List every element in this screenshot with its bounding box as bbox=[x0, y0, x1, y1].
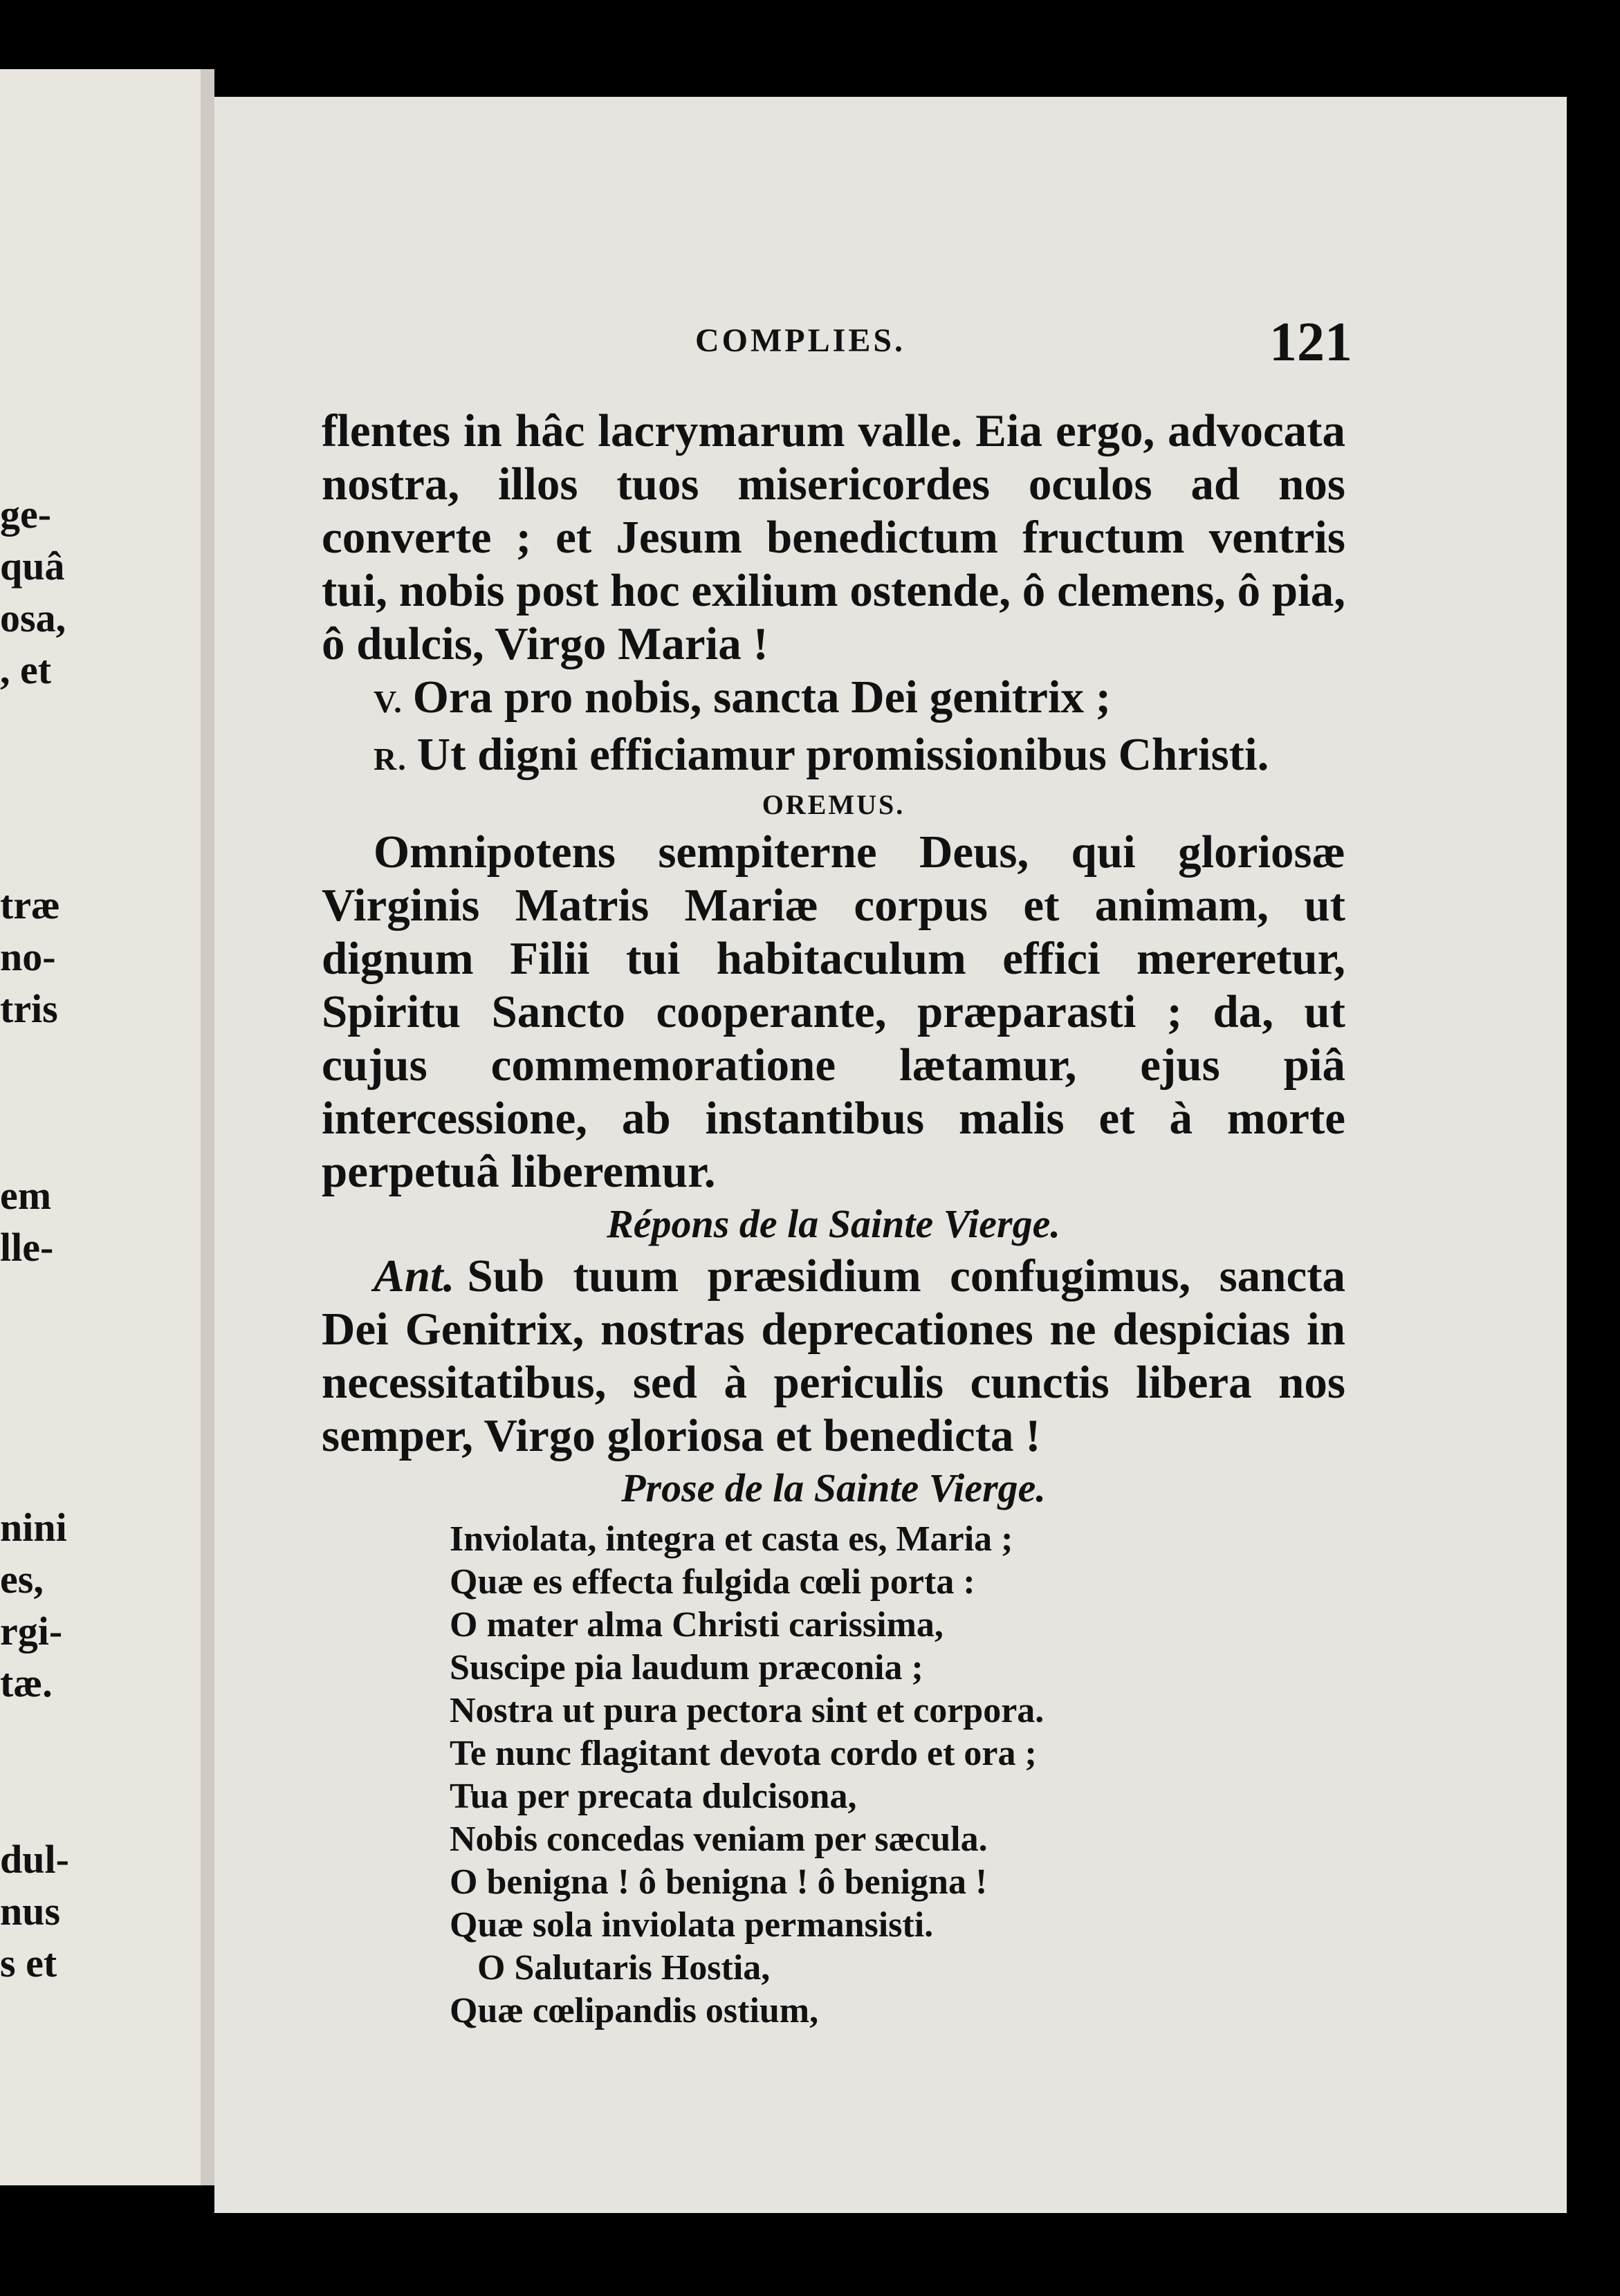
versicle-text: Ora pro nobis, sancta Dei genitrix ; bbox=[412, 672, 1112, 723]
page-number: 121 bbox=[1269, 312, 1352, 373]
verse-line: O benigna ! ô benigna ! ô benigna ! bbox=[450, 1862, 988, 1902]
left-fragment: em bbox=[0, 1173, 52, 1218]
verse-line: Inviolata, integra et casta es, Maria ; bbox=[450, 1519, 1013, 1559]
verse-line: Tua per precata dulcisona, bbox=[450, 1777, 857, 1816]
response-line bbox=[322, 728, 1345, 786]
left-fragment: rgi- bbox=[0, 1609, 63, 1654]
verse-line: Quæ cœlipandis ostium, bbox=[450, 1991, 819, 2030]
left-fragment: es, bbox=[0, 1557, 44, 1602]
prose-heading: Prose de la Sainte Vierge. bbox=[621, 1465, 1046, 1510]
left-fragment: lle- bbox=[0, 1225, 54, 1270]
verse-line: Quæ es effecta fulgida cœli porta : bbox=[450, 1562, 975, 1602]
repons-heading: Répons de la Sainte Vierge. bbox=[607, 1201, 1060, 1246]
oremus-heading: OREMUS. bbox=[762, 789, 905, 820]
antiphon-text: Sub tuum præsidium confugimus, sancta Dei Genitrix, nostras deprecationes ne despicias in necessitatibus, sed à periculis cunctis libera nos semper, Virgo gloriosa et benedicta ! bbox=[322, 1250, 1345, 1461]
prose-verse-block bbox=[450, 1518, 1345, 2033]
left-fragment: s et bbox=[0, 1941, 57, 1985]
antiphon-mark: Ant. bbox=[374, 1250, 455, 1302]
paragraph-antiphon bbox=[322, 1250, 1345, 1463]
verse-line: Te nunc flagitant devota cordo et ora ; bbox=[450, 1734, 1037, 1773]
running-title: COMPLIES. bbox=[695, 322, 906, 359]
left-fragment: ge- bbox=[0, 492, 52, 537]
left-fragment: tæ. bbox=[0, 1660, 53, 1705]
verse-line: Quæ sola inviolata permansisti. bbox=[450, 1905, 934, 1945]
left-fragment: no- bbox=[0, 934, 56, 979]
versicle-line bbox=[322, 671, 1345, 728]
left-facing-page bbox=[0, 69, 201, 2185]
response-text: Ut digni efficiamur promissionibus Christi. bbox=[416, 729, 1269, 780]
left-fragment: dul- bbox=[0, 1837, 69, 1882]
paragraph-prayer: Omnipotens sempiterne Deus, qui gloriosæ Virginis Matris Mariæ corpus et animam, ut dignum Filii tui habitaculum effici mereretur, Spiritu Sancto cooperante, præparasti ; da, ut cujus commemoratione lætamur, ejus piâ intercessione, ab instantibus malis et à morte perpetuâ liberemur. bbox=[322, 826, 1345, 1197]
left-fragment: quâ bbox=[0, 544, 65, 589]
left-fragment: træ bbox=[0, 882, 60, 927]
paragraph-salve-regina-end: flentes in hâc lacrymarum valle. Eia ergo, advocata nostra, illos tuos misericordes oculos ad nos converte ; et Jesum benedictum fructum ventris tui, nobis post hoc exilium ostende, ô clemens, ô pia, ô dulcis, Virgo Maria ! bbox=[322, 405, 1345, 669]
left-fragment: nini bbox=[0, 1505, 67, 1550]
left-fragment: nus bbox=[0, 1889, 61, 1934]
verse-line: Nobis concedas veniam per sæcula. bbox=[450, 1820, 988, 1859]
running-head bbox=[214, 312, 1567, 384]
verse-line: Suscipe pia laudum præconia ; bbox=[450, 1648, 923, 1687]
verse-line: Nostra ut pura pectora sint et corpora. bbox=[450, 1691, 1044, 1730]
verse-line: O Salutaris Hostia, bbox=[477, 1948, 771, 1988]
left-fragment: , et bbox=[0, 647, 52, 692]
book-page bbox=[214, 97, 1567, 2213]
verse-line: O mater alma Christi carissima, bbox=[450, 1605, 944, 1645]
response-mark: R. bbox=[374, 741, 407, 777]
left-fragment: tris bbox=[0, 986, 58, 1031]
page-body bbox=[322, 405, 1345, 2033]
left-fragment: osa, bbox=[0, 595, 66, 640]
versicle-mark: V. bbox=[374, 684, 403, 719]
book-gutter bbox=[201, 69, 214, 2185]
